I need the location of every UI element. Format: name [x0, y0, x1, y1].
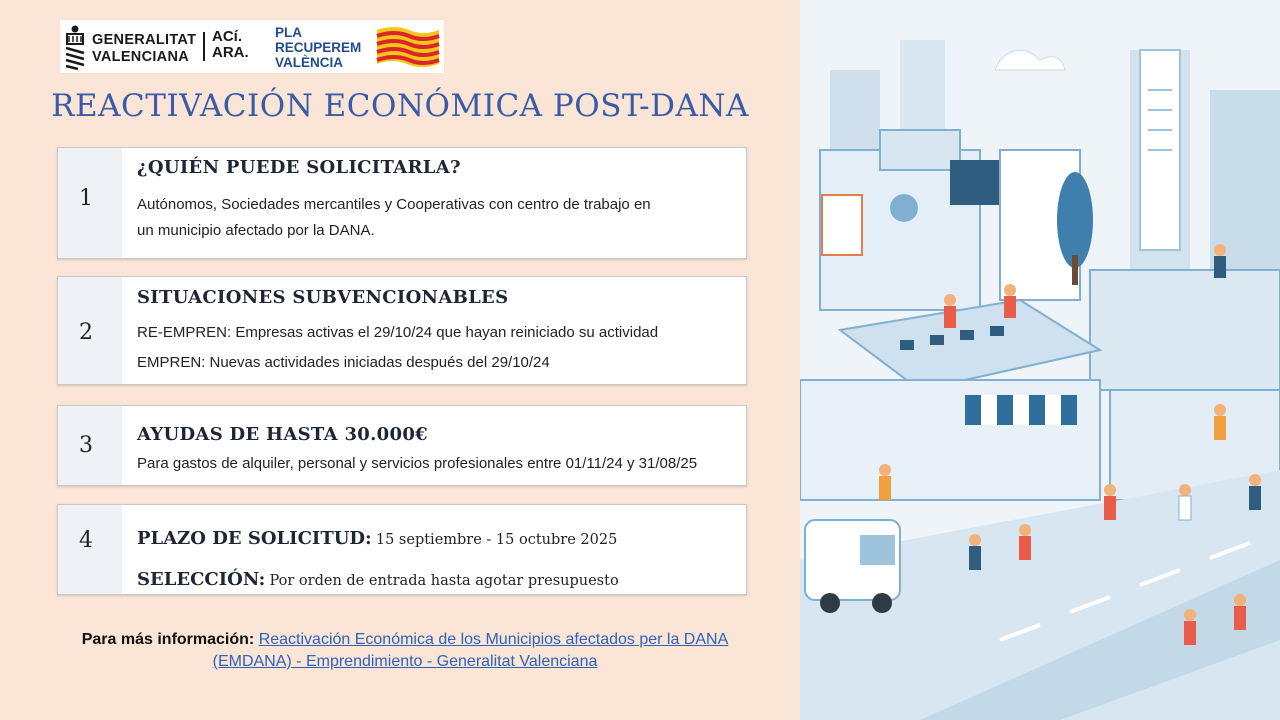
page-title: REACTIVACIÓN ECONÓMICA POST-DANA [51, 88, 749, 124]
pla-recuperem-logo [275, 25, 361, 70]
card-number: 1 [79, 186, 93, 211]
card-number: 3 [79, 433, 93, 458]
info-card-situations [57, 276, 747, 385]
aci-ara-logo [212, 29, 249, 61]
info-card-who [57, 147, 747, 259]
deadline-value: 15 septiembre - 15 octubre 2025 [375, 532, 618, 548]
selection-row [137, 560, 619, 601]
card-body [137, 318, 658, 378]
more-info-footer [60, 629, 750, 673]
logo-aci-line2: ARA. [212, 44, 249, 61]
selection-value: Por orden de entrada hasta agotar presupuesto [269, 573, 619, 589]
logo-pla-line2: RECUPEREM [275, 40, 362, 55]
card-body-line: RE-EMPREN: Empresas activas el 29/10/24 que hayan reiniciado su actividad [137, 324, 659, 341]
card-body-line: Para gastos de alquiler, personal y servicios profesionales entre 01/11/24 y 31/08/25 [137, 455, 698, 472]
selection-label: SELECCIÓN: [137, 569, 266, 590]
card-heading: ¿QUIÉN PUEDE SOLICITARLA? [137, 157, 461, 178]
card-number: 4 [79, 528, 93, 553]
card-body-line: Autónomos, Sociedades mercantiles y Cooperativas con centro de trabajo en [137, 196, 651, 213]
card-heading: SITUACIONES SUBVENCIONABLES [137, 287, 509, 308]
card-body [137, 192, 651, 244]
more-info-label: Para más información: [81, 631, 255, 648]
info-card-deadline [57, 504, 747, 595]
logo-bar [60, 20, 444, 73]
card-body-line: EMPREN: Nuevas actividades iniciadas después del 29/10/24 [137, 354, 550, 371]
logo-pla-line1: PLA [275, 25, 302, 40]
card-number: 2 [79, 320, 93, 345]
deadline-row [137, 519, 619, 560]
generalitat-shield-icon [64, 24, 86, 70]
card-body [137, 451, 697, 477]
logo-gv-line2: VALENCIANA [92, 49, 189, 65]
card-heading: AYUDAS DE HASTA 30.000€ [137, 424, 428, 445]
info-card-amount [57, 405, 747, 486]
emdana-info-link[interactable]: Reactivación Económica de los Municipios afectados per la DANA (EMDANA) - Emprendimiento - Generalitat Valenciana [212, 631, 729, 670]
city-illustration [800, 0, 1280, 720]
deadline-label: PLAZO DE SOLICITUD: [137, 528, 372, 549]
logo-pla-line3: VALÈNCIA [275, 55, 344, 70]
logo-divider [203, 32, 205, 61]
senyera-flag-icon [375, 24, 441, 68]
logo-gv-line1: GENERALITAT [92, 32, 197, 48]
city-street-illustration-icon [800, 0, 1280, 720]
card-body [137, 519, 619, 601]
generalitat-logo [64, 24, 197, 69]
card-body-line: un municipio afectado por la DANA. [137, 222, 375, 239]
logo-aci-line1: ACí. [212, 28, 242, 45]
